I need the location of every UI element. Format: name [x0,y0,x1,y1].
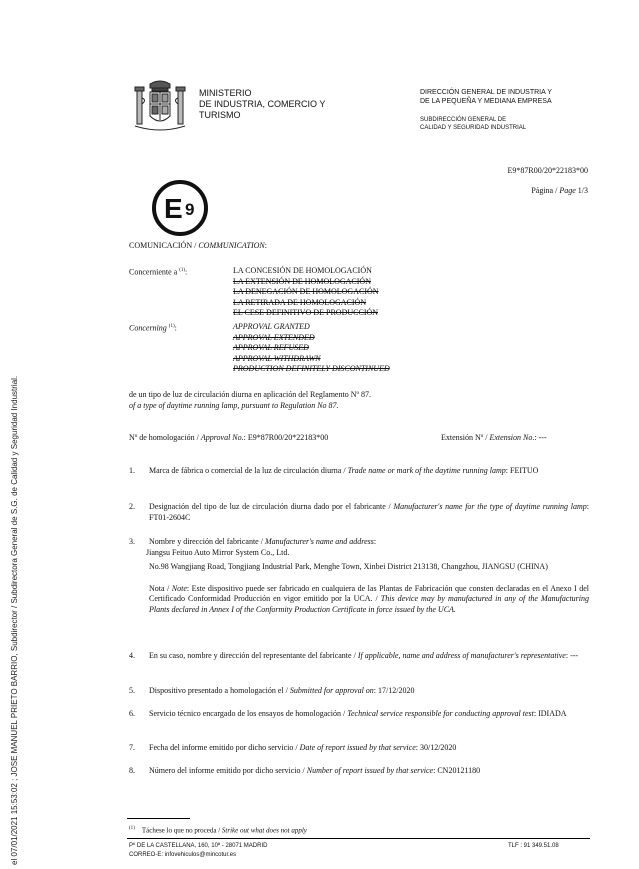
item-7-report-date: 7. Fecha del informe emitido por dicho servicio / Date of report issued by that service: 30/12/2020 [129,743,457,752]
option-en-withdrawn: APPROVAL WITHDRAWN [233,353,321,363]
item-5-submitted-date: 5. Dispositivo presentado a homologación el / Submitted for approval on: 17/12/2020 [129,686,415,695]
footer-email: CORREO-E: infovehiculos@mincotur.es [129,852,237,858]
concerning-es-label: Concerniente a $^{(1)}$: [129,267,188,277]
manufacturer-name: Jiangsu Feituo Auto Mirror System Co., Ltd. [146,547,290,557]
subdirection-name: SUBDIRECCIÓN GENERAL DE CALIDAD Y SEGURIDAD INDUSTRIAL [420,117,527,131]
option-en-refused: APPROVAL REFUSED [233,343,309,352]
extension-number: Extensión Nº / Extension No.: --- [441,433,547,442]
manufacturer-address: No.98 Wangjiang Road, Tongjiang Industrial Park, Menghe Town, Xinbei District 213138, Changzhou, JIANGSU (CHINA) [149,562,548,571]
emblem-letter: E [164,193,183,224]
footer-phone: TLF : 91 349.51.08 [508,843,559,849]
item-1-trade-name: 1. Marca de fábrica o comercial de la luz de circulación diurna / Trade name or mark of the daytime running lamp: FEITUO [129,466,539,475]
option-en-granted: APPROVAL GRANTED [233,322,310,331]
approval-number: Nº de homologación / Approval No.: E9*87R00/20*22183*00 [129,433,329,442]
e9-approval-emblem [150,178,210,238]
option-en-discontinued: PRODUCTION DEFINITELY DISCONTINUED [233,364,390,373]
concerning-en-options [233,322,390,375]
manufacturer-note: Nota / Note: Este dispositivo puede ser fabricado en cualquiera de las Plantas de Fabricación que consten declaradas en el Anexo I del Certificado Conformidad Producción en vigor emitido por la UCA. / This device may by manufactured in any of the Manufacturing Plants declared in Annex I of the Conformity Production Certificate in force issued by the UCA. [149,583,590,614]
emblem-number: 9 [185,200,195,219]
footer-divider [127,838,590,839]
item-8-report-number: 8. Número del informe emitido por dicho servicio / Number of report issued by that service: CN20121180 [129,766,481,775]
item-2-type-designation: 2. Designación del tipo de luz de circulación diurna dado por el fabricante / Manufacturer's name for the type of daytime running lamp: FT01-2604C [129,502,590,522]
device-type-en: of a type of daytime running lamp, pursuant to Regulation No 87. [129,401,339,410]
direction-name: DIRECCIÓN GENERAL DE INDUSTRIA Y DE LA PEQUEÑA Y MEDIANA EMPRESA [420,89,552,105]
concerning-es-options [233,266,379,319]
footnote: $^{(1)}$ Táchese lo que no proceda / Strike out what does not apply [129,826,307,835]
option-es-withdrawn: LA RETIRADA DE HOMOLOGACIÓN [233,297,367,307]
option-es-granted: LA CONCESIÓN DE HOMOLOGACIÓN [233,266,372,275]
ministry-name: MINISTERIO DE INDUSTRIA, COMERCIO Y TURISMO [199,88,326,120]
reference-number: E9*87R00/20*22183*00 [507,166,588,175]
device-type-es: de un tipo de luz de circulación diurna en aplicación del Reglamento Nº 87. [129,390,371,399]
option-es-refused: LA DENEGACIÓN DE HOMOLOGACIÓN [233,287,379,296]
option-en-extended: APPROVAL EXTENDED [233,332,315,342]
page-indicator: Página / Page 1/3 [531,186,588,195]
item-6-technical-service: 6. Servicio técnico encargado de los ensayos de homologación / Technical service responsible for conducting approval test: IDIADA [129,709,567,718]
item-4-representative: 4. En su caso, nombre y dirección del representante del fabricante / If applicable, name and address of manufacturer's representative: --- [129,651,579,660]
footer-address: Pº DE LA CASTELLANA, 160, 10ª - 28071 MADRID [129,843,268,849]
communication-heading: COMUNICACIÓN / COMMUNICATION: [129,241,267,250]
option-es-extended: LA EXTENSIÓN DE HOMOLOGACIÓN [233,276,371,286]
item-3-manufacturer: 3. Nombre y dirección del fabricante / Manufacturer's name and address: Jiangsu Feituo Auto Mirror System Co., Ltd. No.98 Wangjiang Road, Tongjiang Industrial Park, Menghe Town, Xinbei District 213138, Changzhou, JIANGSU (CHINA) Nota / Note: Este dispositivo puede ser fabricado en cualquiera de las Plantas de Fabricación que consten declaradas en el Anexo I del Certificado Conformidad Producción en vigor emitido por la UCA. / This device may by manufactured in any of the Manufacturing Plants declared in Annex I of the Conformity Production Certificate in force issued by the UCA. [129,537,590,614]
footnote-divider [127,818,190,819]
option-es-discontinued: EL CESE DEFINITIVO DE PRODUCCIÓN [233,308,379,317]
side-signature-stamp: el 07/01/2021 15:53:02 ; JOSE MANUEL PRIETO BARRIO, Subdirector / Subdirectora General de S.G. de Calidad y Seguridad Industrial. [10,375,19,865]
concerning-en-label: Concerning $^{(1)}$: [129,323,177,333]
coat-of-arms-icon [133,78,187,138]
